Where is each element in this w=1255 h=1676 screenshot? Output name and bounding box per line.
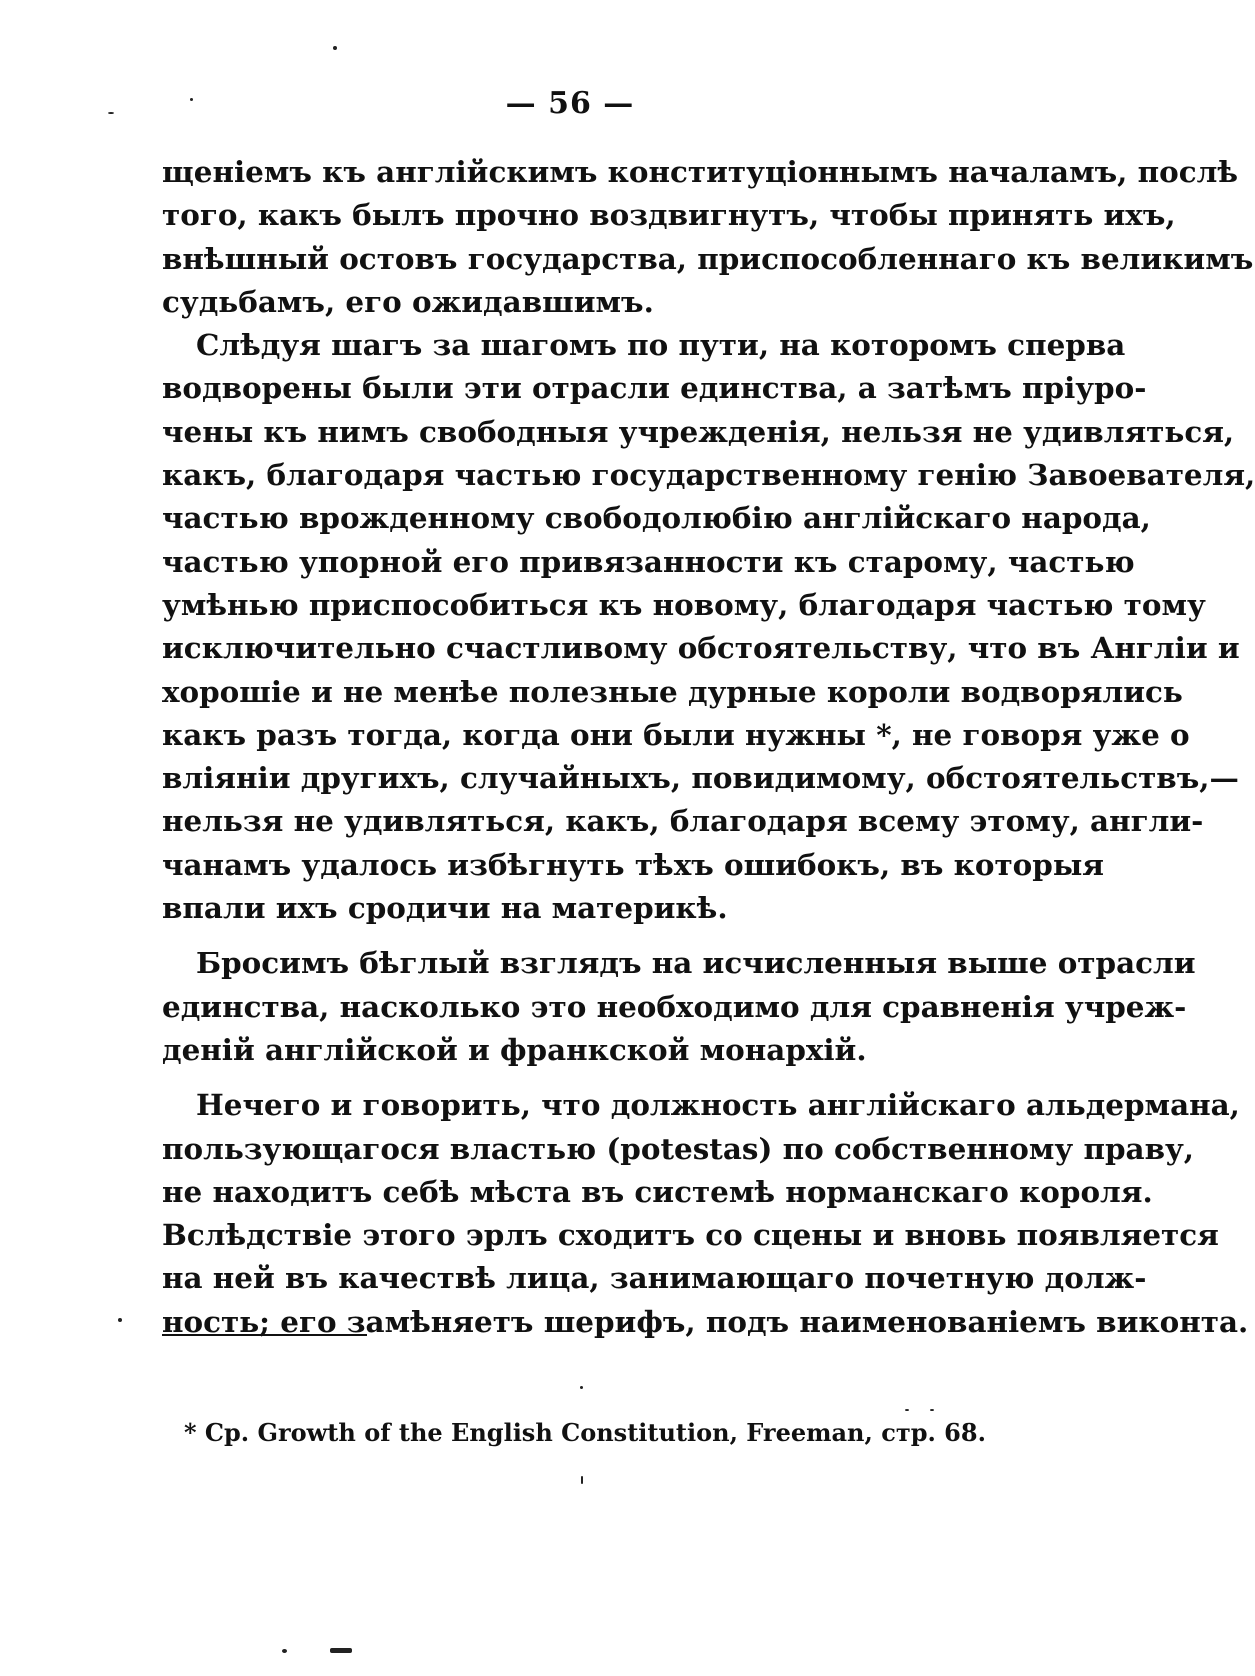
body-text: [162, 150, 1255, 1343]
text-line: чанамъ удалось избѣгнуть тѣхъ ошибокъ, въ которыя: [162, 846, 1104, 882]
text-line: вліяніи другихъ, случайныхъ, повидимому, обстоятельствъ,—: [162, 760, 1239, 796]
text-line: на ней въ качествѣ лица, занимающаго почетную долж-: [162, 1260, 1147, 1296]
text-line: частью врожденному свободолюбію англійскаго народа,: [162, 500, 1151, 536]
text-line: пользующагося властью (potestas) по собственному праву,: [162, 1130, 1195, 1166]
scan-speck: [282, 1649, 287, 1653]
text-line: Бросимъ бѣглый взглядъ на исчисленныя выше отрасли: [196, 945, 1196, 981]
text-line: какъ разъ тогда, когда они были нужны *, не говоря уже о: [162, 716, 1190, 752]
text-line: не находитъ себѣ мѣста въ системѣ норманскаго короля.: [162, 1173, 1153, 1209]
text-line: единства, насколько это необходимо для сравненія учреж-: [162, 988, 1187, 1024]
text-line: водворены были эти отрасли единства, а затѣмъ пріуро-: [162, 370, 1147, 406]
text-line: впали ихъ сродичи на материкѣ.: [162, 890, 728, 926]
scan-speck: [905, 1409, 909, 1411]
text-line: исключительно счастливому обстоятельству, что въ Англіи и: [162, 630, 1240, 666]
scan-speck: [118, 1318, 122, 1322]
text-line: деній англійской и франкской монархій.: [162, 1031, 867, 1067]
scan-speck: [580, 1386, 583, 1389]
text-line: того, какъ былъ прочно воздвигнутъ, чтобы принять ихъ,: [162, 197, 1176, 233]
text-line: Вслѣдствіе этого эрлъ сходитъ со сцены и вновь появляется: [162, 1217, 1219, 1253]
scan-speck: [190, 98, 193, 101]
text-line: щеніемъ къ англійскимъ конституціоннымъ началамъ, послѣ: [162, 154, 1239, 189]
text-line: частью упорной его привязанности къ старому, частью: [162, 543, 1135, 579]
text-line: нельзя не удивляться, какъ, благодаря всему этому, англи-: [162, 803, 1204, 839]
text-line: Нечего и говорить, что должность англійскаго альдермана,: [196, 1087, 1240, 1123]
scan-speck: [581, 1476, 583, 1484]
text-line: внѣшный остовъ государства, приспособленнаго къ великимъ: [162, 240, 1254, 276]
text-line: чены къ нимъ свободныя учрежденія, нельзя не удивляться,: [162, 413, 1235, 449]
text-line: Слѣдуя шагъ за шагомъ по пути, на которомъ сперва: [196, 327, 1126, 363]
page-number: — 56 —: [505, 86, 635, 121]
scan-speck: [108, 112, 114, 114]
text-line: хорошіе и не менѣе полезные дурные короли водворялись: [162, 673, 1183, 709]
text-line: какъ, благодаря частью государственному генію Завоевателя,: [162, 457, 1255, 493]
scan-speck: [333, 46, 337, 50]
footnote-divider: [162, 1334, 367, 1336]
scan-speck: [330, 1648, 352, 1653]
text-line: ность; его замѣняетъ шерифъ, подъ наименованіемъ виконта.: [162, 1303, 1249, 1339]
text-line: умѣнью приспособиться къ новому, благодаря частью тому: [162, 586, 1206, 622]
footnote: * Ср. Growth of the English Constitution, Freeman, стр. 68.: [184, 1418, 986, 1447]
text-line: судьбамъ, его ожидавшимъ.: [162, 283, 654, 319]
scan-speck: [930, 1409, 934, 1411]
